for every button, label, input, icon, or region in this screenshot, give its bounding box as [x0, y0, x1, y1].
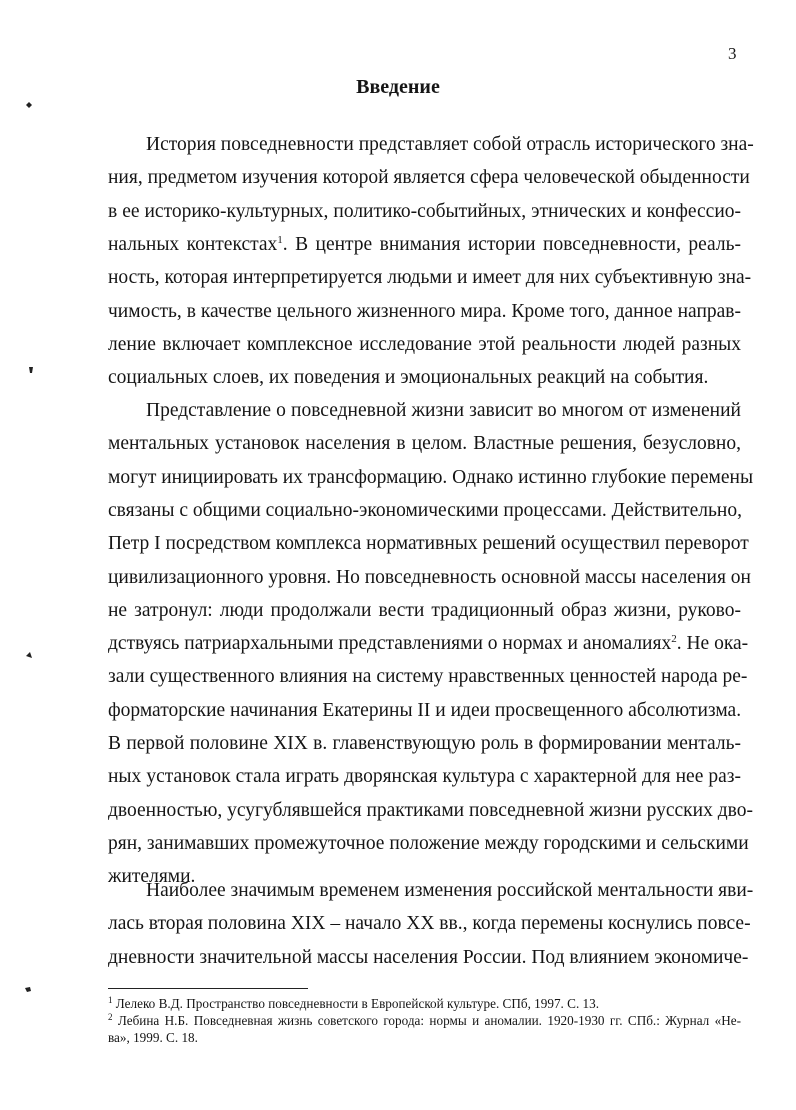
text-line: ление включает комплексное исследование этой реальности людей разных	[108, 333, 741, 355]
text-line: рян, занимавших промежуточное положение между городскими и сельскими	[108, 832, 749, 854]
text-line: История повседневности представляет собой отрасль исторического зна-	[146, 134, 754, 155]
footnote-line	[108, 1013, 741, 1029]
page-title: Введение	[356, 76, 440, 98]
footnote-number: 1	[108, 995, 113, 1005]
footnote-text: Лелеко В.Д. Пространство повседневности в Европейской культуре. СПб, 1997. С. 13.	[112, 996, 600, 1011]
text-segment: нальных контекстах	[108, 233, 278, 255]
text-line: могут инициировать их трансформацию. Однако истинно глубокие перемены	[108, 466, 754, 488]
text-line: зали существенного влияния на систему нравственных ценностей народа ре-	[108, 666, 748, 688]
text-line	[108, 230, 741, 260]
text-line: ных установок стала играть дворянская культура с характерной для нее раз-	[108, 766, 741, 788]
footnote-text: Лебина Н.Б. Повседневная жизнь советского города: нормы и аномалии. 1920-1930 гг. СПб.: Журнал «Не-	[112, 1013, 741, 1028]
scan-speck-mark	[25, 101, 33, 109]
text-line: чимость, в качестве цельного жизненного мира. Кроме того, данное направ-	[108, 300, 741, 322]
text-line: в ее историко-культурных, политико-событийных, этнических и конфессио-	[108, 200, 741, 222]
footnote-divider	[108, 988, 308, 989]
text-line: цивилизационного уровня. Но повседневность основной массы населения он	[108, 566, 751, 588]
text-line: двоенностью, усугублявшейся практиками повседневной жизни русских дво-	[108, 799, 753, 821]
text-segment: . Не ока-	[676, 633, 749, 655]
text-line	[108, 629, 749, 659]
text-line: жителями.	[108, 866, 196, 888]
text-line: дневности значительной массы населения России. Под влиянием экономиче-	[108, 946, 749, 968]
footnote-text: ва», 1999. С. 18.	[108, 1030, 198, 1045]
text-line: ность, которая интерпретируется людьми и имеет для них субъективную зна-	[108, 267, 752, 289]
footnote-line	[108, 996, 741, 1012]
text-line: ния, предметом изучения которой является сфера человеческой обыденности	[108, 167, 750, 189]
text-line: не затронул: люди продолжали вести традиционный образ жизни, руково-	[108, 599, 741, 621]
scan-speck-mark	[24, 985, 32, 993]
text-line: социальных слоев, их поведения и эмоциональных реакций на события.	[108, 367, 709, 389]
footnote-reference[interactable]: 1	[277, 233, 283, 246]
scan-speck-mark	[27, 366, 35, 374]
text-line: лась вторая половина XIX – начало XX вв., когда перемены коснулись повсе-	[108, 913, 751, 935]
footnote-number: 2	[108, 1012, 113, 1022]
text-line: форматорские начинания Екатерины II и идеи просвещенного абсолютизма.	[108, 699, 742, 721]
footnote-line	[108, 1030, 741, 1046]
text-line: Представление о повседневной жизни зависит во многом от изменений	[146, 400, 741, 421]
text-line: ментальных установок населения в целом. Властные решения, безусловно,	[108, 433, 741, 455]
text-segment: дствуясь патриархальными представлениями о нормах и аномалиях	[108, 633, 672, 655]
text-line: Петр I посредством комплекса нормативных решений осуществил переворот	[108, 533, 749, 555]
scan-speck-mark	[25, 651, 33, 659]
text-line: Наиболее значимым временем изменения российской ментальности яви-	[146, 880, 754, 901]
text-segment: . В центре внимания истории повседневности, реаль-	[282, 233, 741, 255]
page-number: 3	[728, 44, 737, 63]
footnote-reference[interactable]: 2	[671, 633, 677, 646]
text-line: В первой половине XIX в. главенствующую роль в формировании менталь-	[108, 733, 741, 754]
text-line: связаны с общими социально-экономическими процессами. Действительно,	[108, 499, 742, 521]
